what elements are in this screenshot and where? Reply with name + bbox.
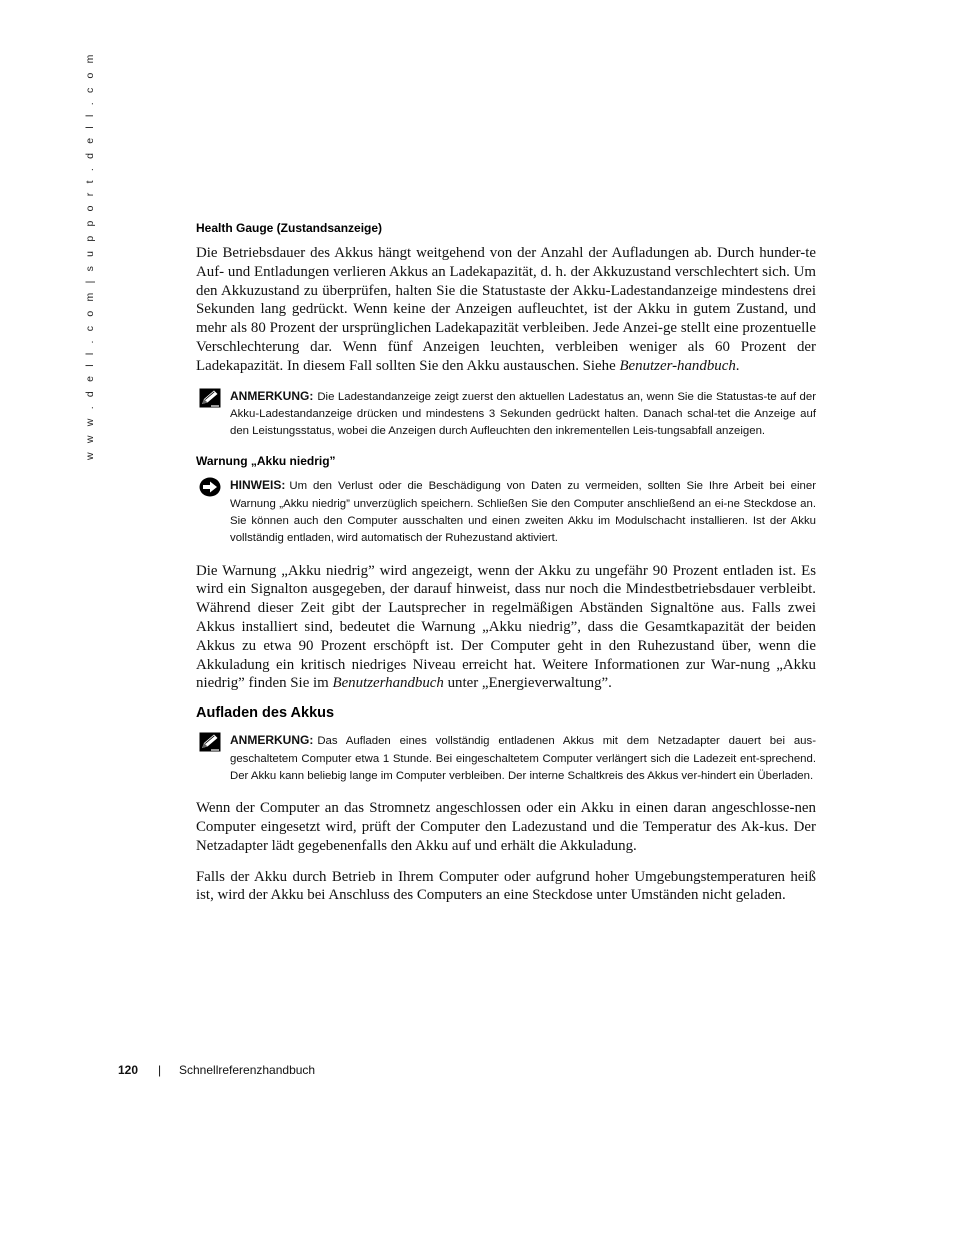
page-number: 120 xyxy=(118,1063,139,1077)
side-url-margin xyxy=(84,51,98,460)
note-text: Die Ladestandanzeige zeigt zuerst den aktuellen Ladestatus an, wenn Sie die Statustas-te auf der Akku-Ladestandanzeige drücken und mindestens 3 Sekunden gedrückt halten. Danach schal-tet die Anzeige auf den Leistungsstatus, wobei die Anzeigen durch Aufleuchten den inkrementellen Leis-tungsabfall anzeigen. xyxy=(230,390,816,438)
side-url-text: w w w . d e l l . c o m | s u p p o r t . d e l l . c o m xyxy=(84,51,96,460)
notice-arrow-icon xyxy=(199,477,221,497)
page-content xyxy=(196,221,816,917)
pencil-note-icon xyxy=(199,732,221,752)
notice-text: Um den Verlust oder die Beschädigung von Daten zu vermeiden, sollten Sie Ihre Arbeit bei einer Warnung „Akku niedrig” unverzüglich speichern. Schließen Sie den Computer anschließend an ei-ne Steckdose an. Sie können auch den Computer ausschalten und einen zweiten Akku im Modulschacht installieren. Ist der Akku vollständig entladen, wird automatisch der Ruhezustand aktiviert. xyxy=(230,480,816,545)
heading-health-gauge: Health Gauge (Zustandsanzeige) xyxy=(196,221,383,235)
manual-reference: Benutzer-handbuch xyxy=(619,357,736,374)
heading-low-battery-warning: Warnung „Akku niedrig” xyxy=(196,454,336,469)
pencil-note-icon xyxy=(199,388,221,408)
paragraph-low-battery: Die Warnung „Akku niedrig” wird angezeigt, wenn der Akku zu ungefähr 90 Prozent entladen ist. Es wird ein Signalton ausgegeben, der darauf hinweist, dass nur noch die Mindestbetriebsdauer verbleibt. Während dieser Zeit gibt der Lautsprecher in regelmäßigen Abständen Signaltöne aus. Falls zwei Akkus installiert sind, bedeutet die Warnung „Akku niedrig”, dass die Gesamtkapazität der beiden Akkus zu etwa 90 Prozent erschöpft ist. Der Computer geht in den Ruhezustand über, wenn die Akkuladung ein kritisch niedriges Niveau erreicht hat. Weitere Informationen zur War-nung „Akku niedrig” finden Sie im Benutzerhandbuch unter „Energieverwaltung”. xyxy=(196,562,816,692)
note-label: ANMERKUNG: xyxy=(230,388,314,403)
notice-label: HINWEIS: xyxy=(230,478,286,493)
heading-charging: Aufladen des Akkus xyxy=(196,705,335,722)
note-box-charge-status xyxy=(196,388,816,441)
paragraph-charging-heat: Falls der Akku durch Betrieb in Ihrem Computer oder aufgrund hoher Umgebungstemperaturen heiß ist, wird der Akku bei Anschluss des Computers an eine Steckdose unter Umständen nicht geladen. xyxy=(196,868,816,904)
notice-box-data-loss xyxy=(196,477,816,547)
note-text: Das Aufladen eines vollständig entladenen Akkus mit dem Netzadapter dauert bei aus-geschaltetem Computer etwa 1 Stunde. Bei eingeschaltetem Computer verlängert sich die Ladezeit ent-sprechend. Der Akku kann beliebig lange im Computer verbleiben. Der interne Schaltkreis des Akkus ver-hindert ein Überladen. xyxy=(230,735,816,782)
manual-reference: Benutzerhandbuch xyxy=(332,675,444,692)
note-box-charging-time xyxy=(196,732,816,785)
note-label: ANMERKUNG: xyxy=(230,733,314,748)
footer-title: Schnellreferenzhandbuch xyxy=(179,1063,316,1077)
paragraph-health-gauge: Die Betriebsdauer des Akkus hängt weitgehend von der Anzahl der Aufladungen ab. Durch hunder-te Auf- und Entladungen verlieren Akkus an Ladekapazität, d. h. der Akkuzustand verschlechtert sich. Um den Akkuzustand zu überprüfen, halten Sie die Statustaste der Akku-Ladestandanzeige mindestens drei Sekunden lang gedrückt. Wenn keine der Anzeigen aufleuchtet, ist der Akku in gutem Zustand, und mehr als 80 Prozent der ursprünglichen Ladekapazität verbleiben. Jede Anzei-ge stellt eine prozentuelle Verschlechterung dar. Wenn fünf Anzeigen leuchten, verbleiben weniger als 60 Prozent der Ladekapazität. In diesem Fall sollten Sie den Akku austauschen. Siehe Benutzer-handbuch. xyxy=(196,245,816,374)
paragraph-charging-check: Wenn der Computer an das Stromnetz angeschlossen oder ein Akku in einen daran angeschlosse-nen Computer eingesetzt wird, prüft der Computer den Ladezustand und die Temperatur des Ak-kus. Der Netzadapter lädt gegebenenfalls den Akku auf und erhält die Akkuladung. xyxy=(196,800,816,854)
footer-separator: | xyxy=(158,1063,162,1077)
